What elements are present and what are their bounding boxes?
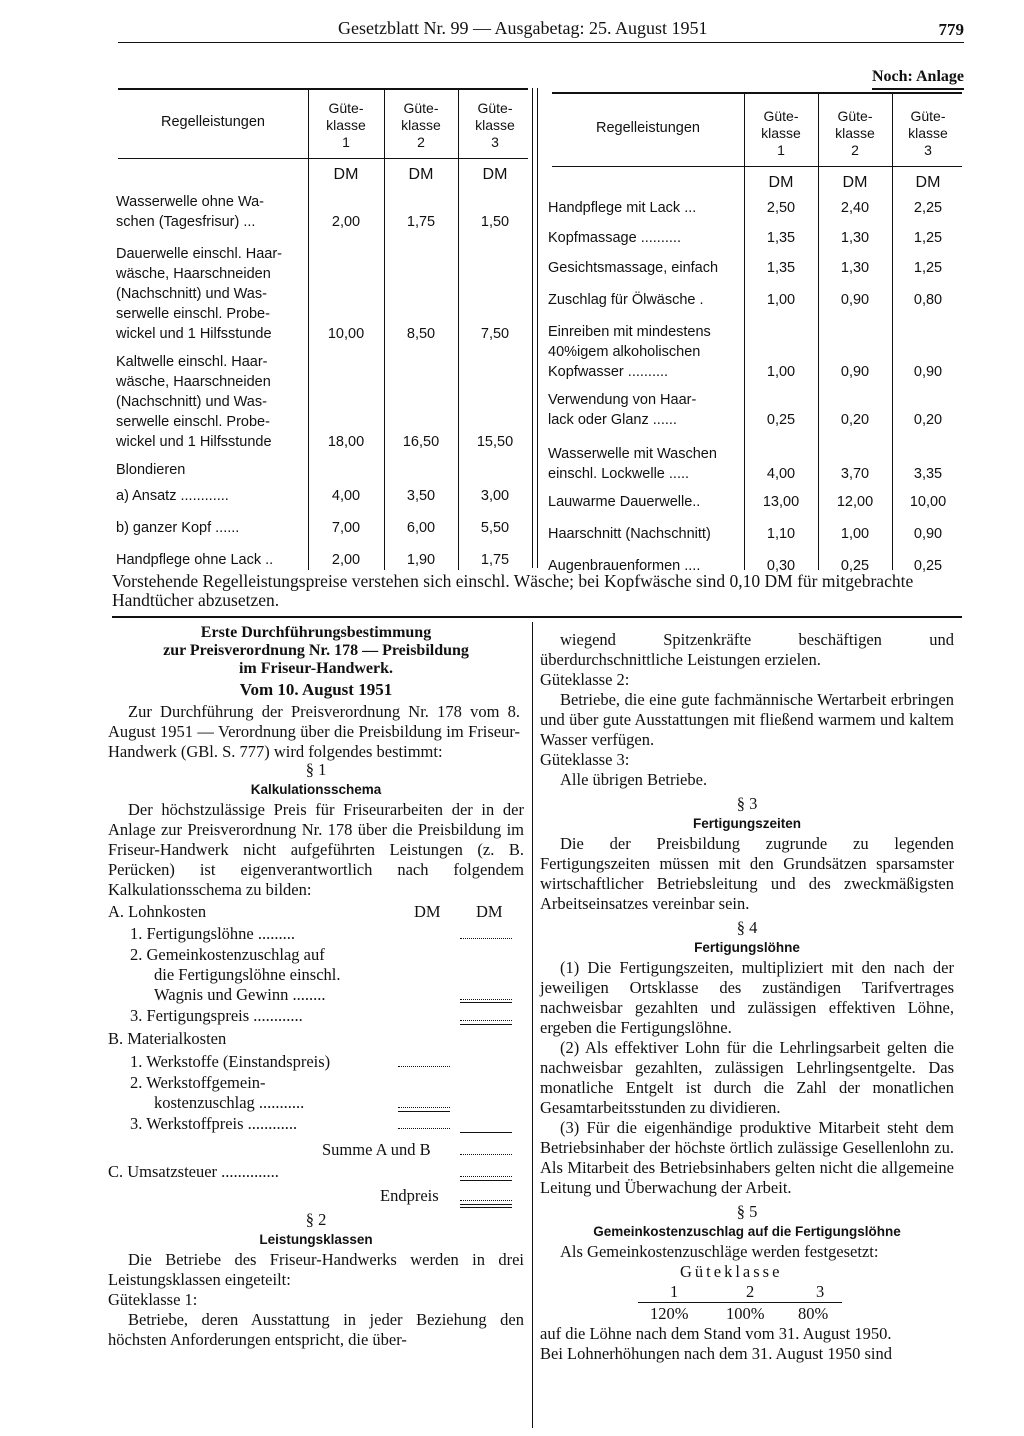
section-5-heading: Gemeinkostenzuschlag auf die Fertigungslöhne — [593, 1224, 901, 1239]
section-2-text: Die Betriebe des Friseur-Handwerks werden in drei Leistungsklassen eingeteilt: — [108, 1250, 524, 1289]
header-title: Gesetzblatt Nr. 99 — Ausgabetag: 25. August 1951 — [338, 18, 708, 38]
table-right-header-rule — [552, 166, 962, 167]
price-cell: 13,00 — [762, 494, 800, 510]
price-cell: 1,35 — [766, 260, 796, 276]
table-divider-2 — [537, 88, 538, 568]
price-cell: 0,20 — [840, 412, 870, 428]
price-cell: 2,00 — [331, 552, 361, 568]
service-label: Lauwarme Dauerwelle.. — [548, 494, 701, 510]
scheme-dm-1: DM — [414, 902, 441, 921]
price-cell: 1,00 — [766, 292, 796, 308]
sum-rule — [460, 1002, 512, 1003]
section-4-heading: Fertigungslöhne — [694, 940, 800, 955]
price-cell: 1,00 — [766, 364, 796, 380]
unit-dm: DM — [482, 166, 508, 183]
sum-rule — [398, 1111, 450, 1112]
sum-rule — [460, 1180, 512, 1181]
service-label: Verwendung von Haar- lack oder Glanz ...... — [548, 392, 697, 428]
section-4-p2: (2) Als effektiver Lohn für die Lehrlingsarbeit gelten die nachweisbar gezahlten, zulässigen Lehrlingsentgelte. Das monatliche Entgelt ist durch die Zahl der monatlichen Gesamtarbeitsstunden zu dividieren. — [540, 1038, 954, 1117]
scheme-b1: 1. Werkstoffe (Einstandspreis) — [130, 1052, 331, 1071]
scheme-a2a: 2. Gemeinkostenzuschlag auf — [130, 945, 325, 964]
table-right-class-3: Güte- klasse 3 — [908, 108, 948, 158]
table-right-class-2: Güte- klasse 2 — [835, 108, 875, 158]
gk-num-2: 2 — [746, 1282, 755, 1301]
gk-val-3: 80% — [798, 1304, 829, 1323]
section-2-heading: Leistungsklassen — [259, 1232, 373, 1247]
scheme-b3: 3. Werkstoffpreis ............ — [130, 1114, 298, 1133]
section-2-number: § 2 — [305, 1210, 327, 1229]
price-cell: 1,10 — [766, 526, 796, 542]
decree-title-3: im Friseur-Handwerk. — [238, 660, 394, 677]
page-header — [118, 14, 964, 43]
amount-line — [460, 1154, 512, 1155]
scheme-a2b: die Fertigungslöhne einschl. — [154, 965, 341, 984]
amount-line — [398, 1066, 450, 1067]
service-label: Dauerwelle einschl. Haar- wäsche, Haarschneiden (Nachschnitt) und Was- serwelle einschl. Probe- wickel und 1 Hilfsstunde — [116, 246, 283, 342]
section-3-number: § 3 — [736, 794, 758, 813]
table-right-col-header: Regelleistungen — [596, 120, 700, 136]
table-left-class-1: Güte- klasse 1 — [326, 100, 366, 150]
price-cell: 1,25 — [913, 230, 943, 246]
service-label: Handpflege mit Lack ... — [548, 200, 697, 216]
gk-surcharge-rule — [638, 1302, 842, 1303]
service-label: Zuschlag für Ölwäsche . — [548, 292, 704, 308]
section-5-number: § 5 — [736, 1202, 758, 1221]
price-cell: 7,00 — [331, 520, 361, 536]
service-label: Augenbrauenformen .... — [548, 558, 701, 574]
price-cell: 2,25 — [913, 200, 943, 216]
amount-line — [460, 999, 512, 1000]
decree-date: Vom 10. August 1951 — [239, 680, 393, 699]
price-cell: 2,40 — [840, 200, 870, 216]
table-left-col-header: Regelleistungen — [161, 114, 265, 130]
price-cell: 16,50 — [402, 434, 440, 450]
price-cell: 3,35 — [913, 466, 943, 482]
price-cell: 0,30 — [766, 558, 796, 574]
service-label: Gesichtsmassage, einfach — [548, 260, 719, 276]
price-cell: 6,00 — [406, 520, 436, 536]
scheme-b-label: B. Materialkosten — [108, 1029, 227, 1048]
section-4-p1: (1) Die Fertigungszeiten, multipliziert mit den nach der jeweiligen Ortsklasse des zuständigen Tarifvertrages nachweisbar gezahlten und zulässigen effektiven Löhne, ergeben die Fertigungslöhne. — [540, 958, 954, 1037]
tail-line-2: Bei Lohnerhöhungen nach dem 31. August 1950 sind — [540, 1344, 892, 1363]
unit-dm: DM — [408, 166, 434, 183]
unit-dm: DM — [842, 174, 868, 191]
amount-line — [460, 1020, 512, 1021]
price-cell: 12,00 — [836, 494, 874, 510]
price-cell: 10,00 — [909, 494, 947, 510]
scheme-b2b: kostenzuschlag ........... — [154, 1093, 305, 1112]
unit-dm: DM — [333, 166, 359, 183]
sum-rule — [460, 1132, 512, 1133]
price-cell: 18,00 — [327, 434, 365, 450]
price-cell: 0,90 — [840, 292, 870, 308]
price-cell: 10,00 — [327, 326, 365, 342]
gk3-text: Alle übrigen Betriebe. — [560, 770, 708, 789]
table-right-class-1: Güte- klasse 1 — [761, 108, 801, 158]
price-cell: 5,50 — [480, 520, 510, 536]
section-4-number: § 4 — [736, 918, 758, 937]
right-text-column — [540, 630, 954, 1364]
gk-val-1: 120% — [650, 1304, 689, 1323]
gk-num-3: 3 — [816, 1282, 825, 1301]
price-cell: 1,25 — [913, 260, 943, 276]
gk1-continuation: wiegend Spitzenkräfte beschäftigen und überdurchschnittliche Leistungen erzielen. — [540, 630, 954, 669]
price-cell: 3,70 — [840, 466, 870, 482]
gk1-text: Betriebe, deren Ausstattung in jeder Beziehung den höchsten Anforderungen entspricht, die über- — [108, 1310, 524, 1349]
unit-dm: DM — [768, 174, 794, 191]
section-rule — [112, 616, 962, 618]
gk-surcharge-label: Güteklasse — [680, 1262, 783, 1281]
price-cell: 1,30 — [840, 260, 870, 276]
price-cell: 3,50 — [406, 488, 436, 504]
price-cell: 4,00 — [766, 466, 796, 482]
amount-line — [460, 938, 512, 939]
scheme-b2a: 2. Werkstoffgemein- — [130, 1073, 266, 1092]
gk3-label: Güteklasse 3: — [540, 750, 630, 769]
price-cell: 0,25 — [840, 558, 870, 574]
price-cell: 0,90 — [913, 364, 943, 380]
gk2-label: Güteklasse 2: — [540, 670, 630, 689]
service-label: Kaltwelle einschl. Haar- wäsche, Haarschneiden (Nachschnitt) und Was- serwelle einschl. Probe- wickel und 1 Hilfsstunde — [116, 354, 272, 450]
price-cell: 4,00 — [331, 488, 361, 504]
price-cell: 1,90 — [406, 552, 436, 568]
double-rule — [460, 1204, 512, 1205]
gk2-text: Betriebe, die eine gute fachmännische Wertarbeit erbringen und über gute Ausstattungen mit fließend warmem und kaltem Wasser verfügen. — [540, 690, 954, 749]
service-label: b) ganzer Kopf ...... — [116, 520, 240, 536]
price-cell: 0,25 — [913, 558, 943, 574]
calc-scheme — [108, 902, 524, 1205]
price-cell: 0,90 — [840, 364, 870, 380]
amount-line — [460, 1200, 512, 1201]
double-rule — [460, 1207, 512, 1208]
gk-surcharge-table — [540, 1262, 954, 1324]
price-cell: 8,50 — [406, 326, 436, 342]
price-cell: 0,90 — [913, 526, 943, 542]
gk-num-1: 1 — [670, 1282, 679, 1301]
table-left-top-rule — [118, 88, 528, 90]
service-label: Wasserwelle ohne Wa- schen (Tagesfrisur) ... — [116, 194, 265, 230]
section-1-heading: Kalkulationsschema — [250, 782, 382, 797]
price-cell: 3,00 — [480, 488, 510, 504]
scheme-dm-2: DM — [476, 902, 503, 921]
price-note: Vorstehende Regelleistungspreise verstehen sich einschl. Wäsche; bei Kopfwäsche sind 0,10 DM für mitgebrachte Handtücher abzusetzen. — [112, 571, 914, 610]
section-3-text: Die der Preisbildung zugrunde zu legenden Fertigungszeiten müssen mit den Grundsätzen sparsamster wirtschaftlicher Betriebsleitung und des zweckmäßigsten Arbeitseinsatzes vereinbar sein. — [540, 834, 954, 913]
price-cell: 15,50 — [476, 434, 514, 450]
scheme-endpreis: Endpreis — [380, 1186, 439, 1205]
table-left-class-3: Güte- klasse 3 — [475, 100, 515, 150]
table-left-header-rule — [118, 158, 528, 159]
amount-line — [398, 1128, 450, 1129]
price-cell: 1,75 — [480, 552, 510, 568]
price-cell: 2,00 — [331, 214, 361, 230]
scheme-sum-ab: Summe A und B — [322, 1140, 431, 1159]
tail-line-1: auf die Löhne nach dem Stand vom 31. August 1950. — [540, 1324, 892, 1343]
service-label: a) Ansatz ............ — [116, 488, 229, 504]
amount-line — [460, 1176, 512, 1177]
section-1-text: Der höchstzulässige Preis für Friseurarbeiten der in der Anlage zur Preisverordnung Nr. 178 über die Preisbildung im Friseur-Handwerk nicht aufgeführten Leistungen (z. B. Perücken) ist eigenverantwortlich nach folgendem Kalkulationsschema zu bilden: — [108, 800, 524, 899]
noch-anlage: Noch: Anlage — [872, 68, 964, 90]
section-5-text: Als Gemeinkostenzuschläge werden festgesetzt: — [560, 1242, 879, 1261]
table-left-class-2: Güte- klasse 2 — [401, 100, 441, 150]
unit-dm: DM — [915, 174, 941, 191]
service-label: Haarschnitt (Nachschnitt) — [548, 526, 711, 542]
service-label: Wasserwelle mit Waschen einschl. Lockwelle ..... — [548, 446, 717, 482]
scheme-a-label: A. Lohnkosten — [108, 902, 207, 921]
service-label: Einreiben mit mindestens 40%igem alkoholischen Kopfwasser .......... — [548, 324, 711, 380]
table-right-top-rule — [552, 92, 962, 94]
price-cell: 1,35 — [766, 230, 796, 246]
price-cell: 7,50 — [480, 326, 510, 342]
service-label: Handpflege ohne Lack .. — [116, 552, 274, 568]
price-cell: 0,80 — [913, 292, 943, 308]
intro-paragraph: Zur Durchführung der Preisverordnung Nr. 178 vom 8. August 1951 — Verordnung über die Preisbildung im Friseur-Handwerk (GBl. S. 777) wird folgendes bestimmt: — [108, 702, 520, 761]
section-4-p3: (3) Für die eigenhändige produktive Mitarbeit steht dem Betriebsinhaber der höchste örtlich zulässige Gesellenlohn zu. Als Mitarbeit des Betriebsinhabers gelten nicht die allgemeine Leitung und Überwachung der Arbeit. — [540, 1118, 954, 1197]
scheme-a2c: Wagnis und Gewinn ........ — [154, 985, 326, 1004]
gk1-label: Güteklasse 1: — [108, 1290, 198, 1309]
service-label: Blondieren — [116, 462, 186, 478]
price-cell: 2,50 — [766, 200, 796, 216]
amount-line — [398, 1107, 450, 1108]
price-cell: 1,75 — [406, 214, 436, 230]
scheme-a3: 3. Fertigungspreis ............ — [130, 1006, 303, 1025]
column-divider — [532, 622, 533, 1428]
scheme-c: C. Umsatzsteuer .............. — [108, 1162, 279, 1181]
scheme-a1: 1. Fertigungslöhne ......... — [130, 924, 295, 943]
decree-title-1: Erste Durchführungsbestimmung — [200, 624, 432, 641]
price-cell: 1,00 — [840, 526, 870, 542]
service-label: Kopfmassage .......... — [548, 230, 681, 246]
page-number: 779 — [938, 20, 964, 39]
section-1-number: § 1 — [305, 760, 327, 779]
left-text-column — [108, 624, 524, 1350]
sum-rule — [460, 1024, 512, 1025]
price-cell: 1,30 — [840, 230, 870, 246]
price-cell: 0,20 — [913, 412, 943, 428]
price-cell: 1,50 — [480, 214, 510, 230]
section-3-heading: Fertigungszeiten — [692, 816, 801, 831]
price-cell: 0,25 — [766, 412, 796, 428]
table-divider-1 — [532, 88, 533, 568]
decree-title-2: zur Preisverordnung Nr. 178 — Preisbildung — [163, 642, 469, 659]
gk-val-2: 100% — [726, 1304, 765, 1323]
